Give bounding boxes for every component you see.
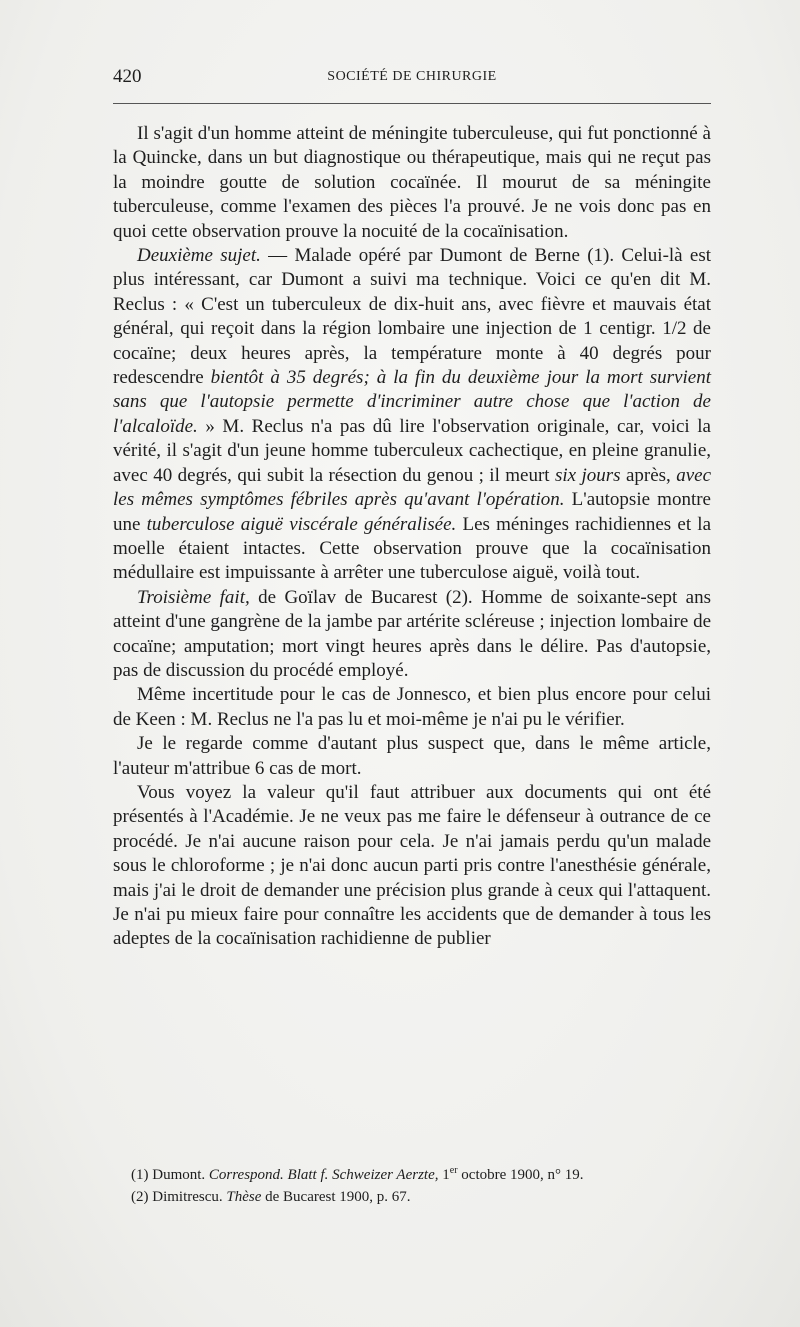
paragraph-1: Il s'agit d'un homme atteint de méningite tuberculeuse, qui fut ponctionné à la Quincke, dans un but diagnostique ou thérapeutique, mais qui ne reçut pas la moindre goutte de solution cocaïnée. Il mourut de sa méningite tuberculeuse, comme l'examen des pièces l'a prouvé. Je ne vois donc pas en quoi cette observation prouve la nocuité de la cocaïnisation. bbox=[113, 123, 711, 242]
running-title: SOCIÉTÉ DE CHIRURGIE bbox=[327, 69, 497, 84]
paragraph-3-lead: Troisième fait, bbox=[137, 586, 250, 608]
paragraph-2: Deuxième sujet. — Malade opéré par Dumont de Berne (1). Celui-là est plus intéressant, car Dumont a suivi ma technique. Voici ce qu'en dit M. Reclus : « C'est un tuberculeux de dix-huit ans, avec fièvre et mauvais état général, qui reçoit dans la région lombaire une injection de 1 centigr. 1/2 de cocaïne; deux heures après, la température monte à 40 degrés pour redescendre bientôt à 35 degrés; à la fin du deuxième jour la mort survient sans que l'autopsie permette d'incriminer autre chose que l'action de l'alcaloïde. » M. Reclus n'a pas dû lire l'observation originale, car, voici la vérité, il s'agit d'un jeune homme tuberculeux cachectique, en pleine granulie, avec 40 degrés, qui subit la résection du genou ; il meurt six jours après, avec les mêmes symptômes fébriles après qu'avant l'opération. L'autopsie montre une tuberculose aiguë viscérale généralisée. Les méninges rachidiennes et la moelle étaient intactes. Cette observation prouve que la cocaïnisation médullaire est impuissante à arrêter une tuberculose aiguë, voilà tout. bbox=[113, 245, 712, 584]
paragraph-4: Même incertitude pour le cas de Jonnesco, et bien plus encore pour celui de Keen : M. Reclus ne l'a pas lu et moi-même je n'ai pu le vérifier. bbox=[113, 684, 711, 730]
paragraph-6: Vous voyez la valeur qu'il faut attribuer aux documents qui ont été présentés à l'Académie. Je ne veux pas me faire le défenseur à outrance de ce procédé. Je n'ai aucune raison pour cela. Je n'ai jamais perdu qu'un malade sous le chloroforme ; je n'ai donc aucun parti pris contre l'anesthésie générale, mais j'ai le droit de demander une précision plus grande à ceux qui l'attaquent. Je n'ai pu mieux faire pour connaître les accidents que de demander à tous les adeptes de la cocaïnisation rachidienne de publier bbox=[113, 781, 711, 950]
footnote-2: (2) Dimitrescu. Thèse de Bucarest 1900, p. 67. bbox=[131, 1189, 411, 1205]
header-rule bbox=[113, 103, 711, 104]
page-header bbox=[113, 66, 711, 90]
paragraph-5: Je le regarde comme d'autant plus suspect que, dans le même article, l'auteur m'attribue 6 cas de mort. bbox=[113, 733, 711, 779]
paragraph-3: Troisième fait, de Goïlav de Bucarest (2). Homme de soixante-sept ans atteint d'une gangrène de la jambe par artérite scléreuse ; injection lombaire de cocaïne; amputation; mort vingt heures après dans le délire. Pas d'autopsie, pas de discussion du procédé employé. bbox=[113, 586, 711, 681]
page-number: 420 bbox=[113, 66, 142, 87]
footnote-1: (1) Dumont. Correspond. Blatt f. Schweizer Aerzte, 1er octobre 1900, n° 19. bbox=[131, 1165, 584, 1183]
paragraph-2-lead: Deuxième sujet. bbox=[137, 245, 261, 267]
body-text bbox=[113, 122, 711, 952]
footnotes bbox=[113, 1164, 711, 1208]
